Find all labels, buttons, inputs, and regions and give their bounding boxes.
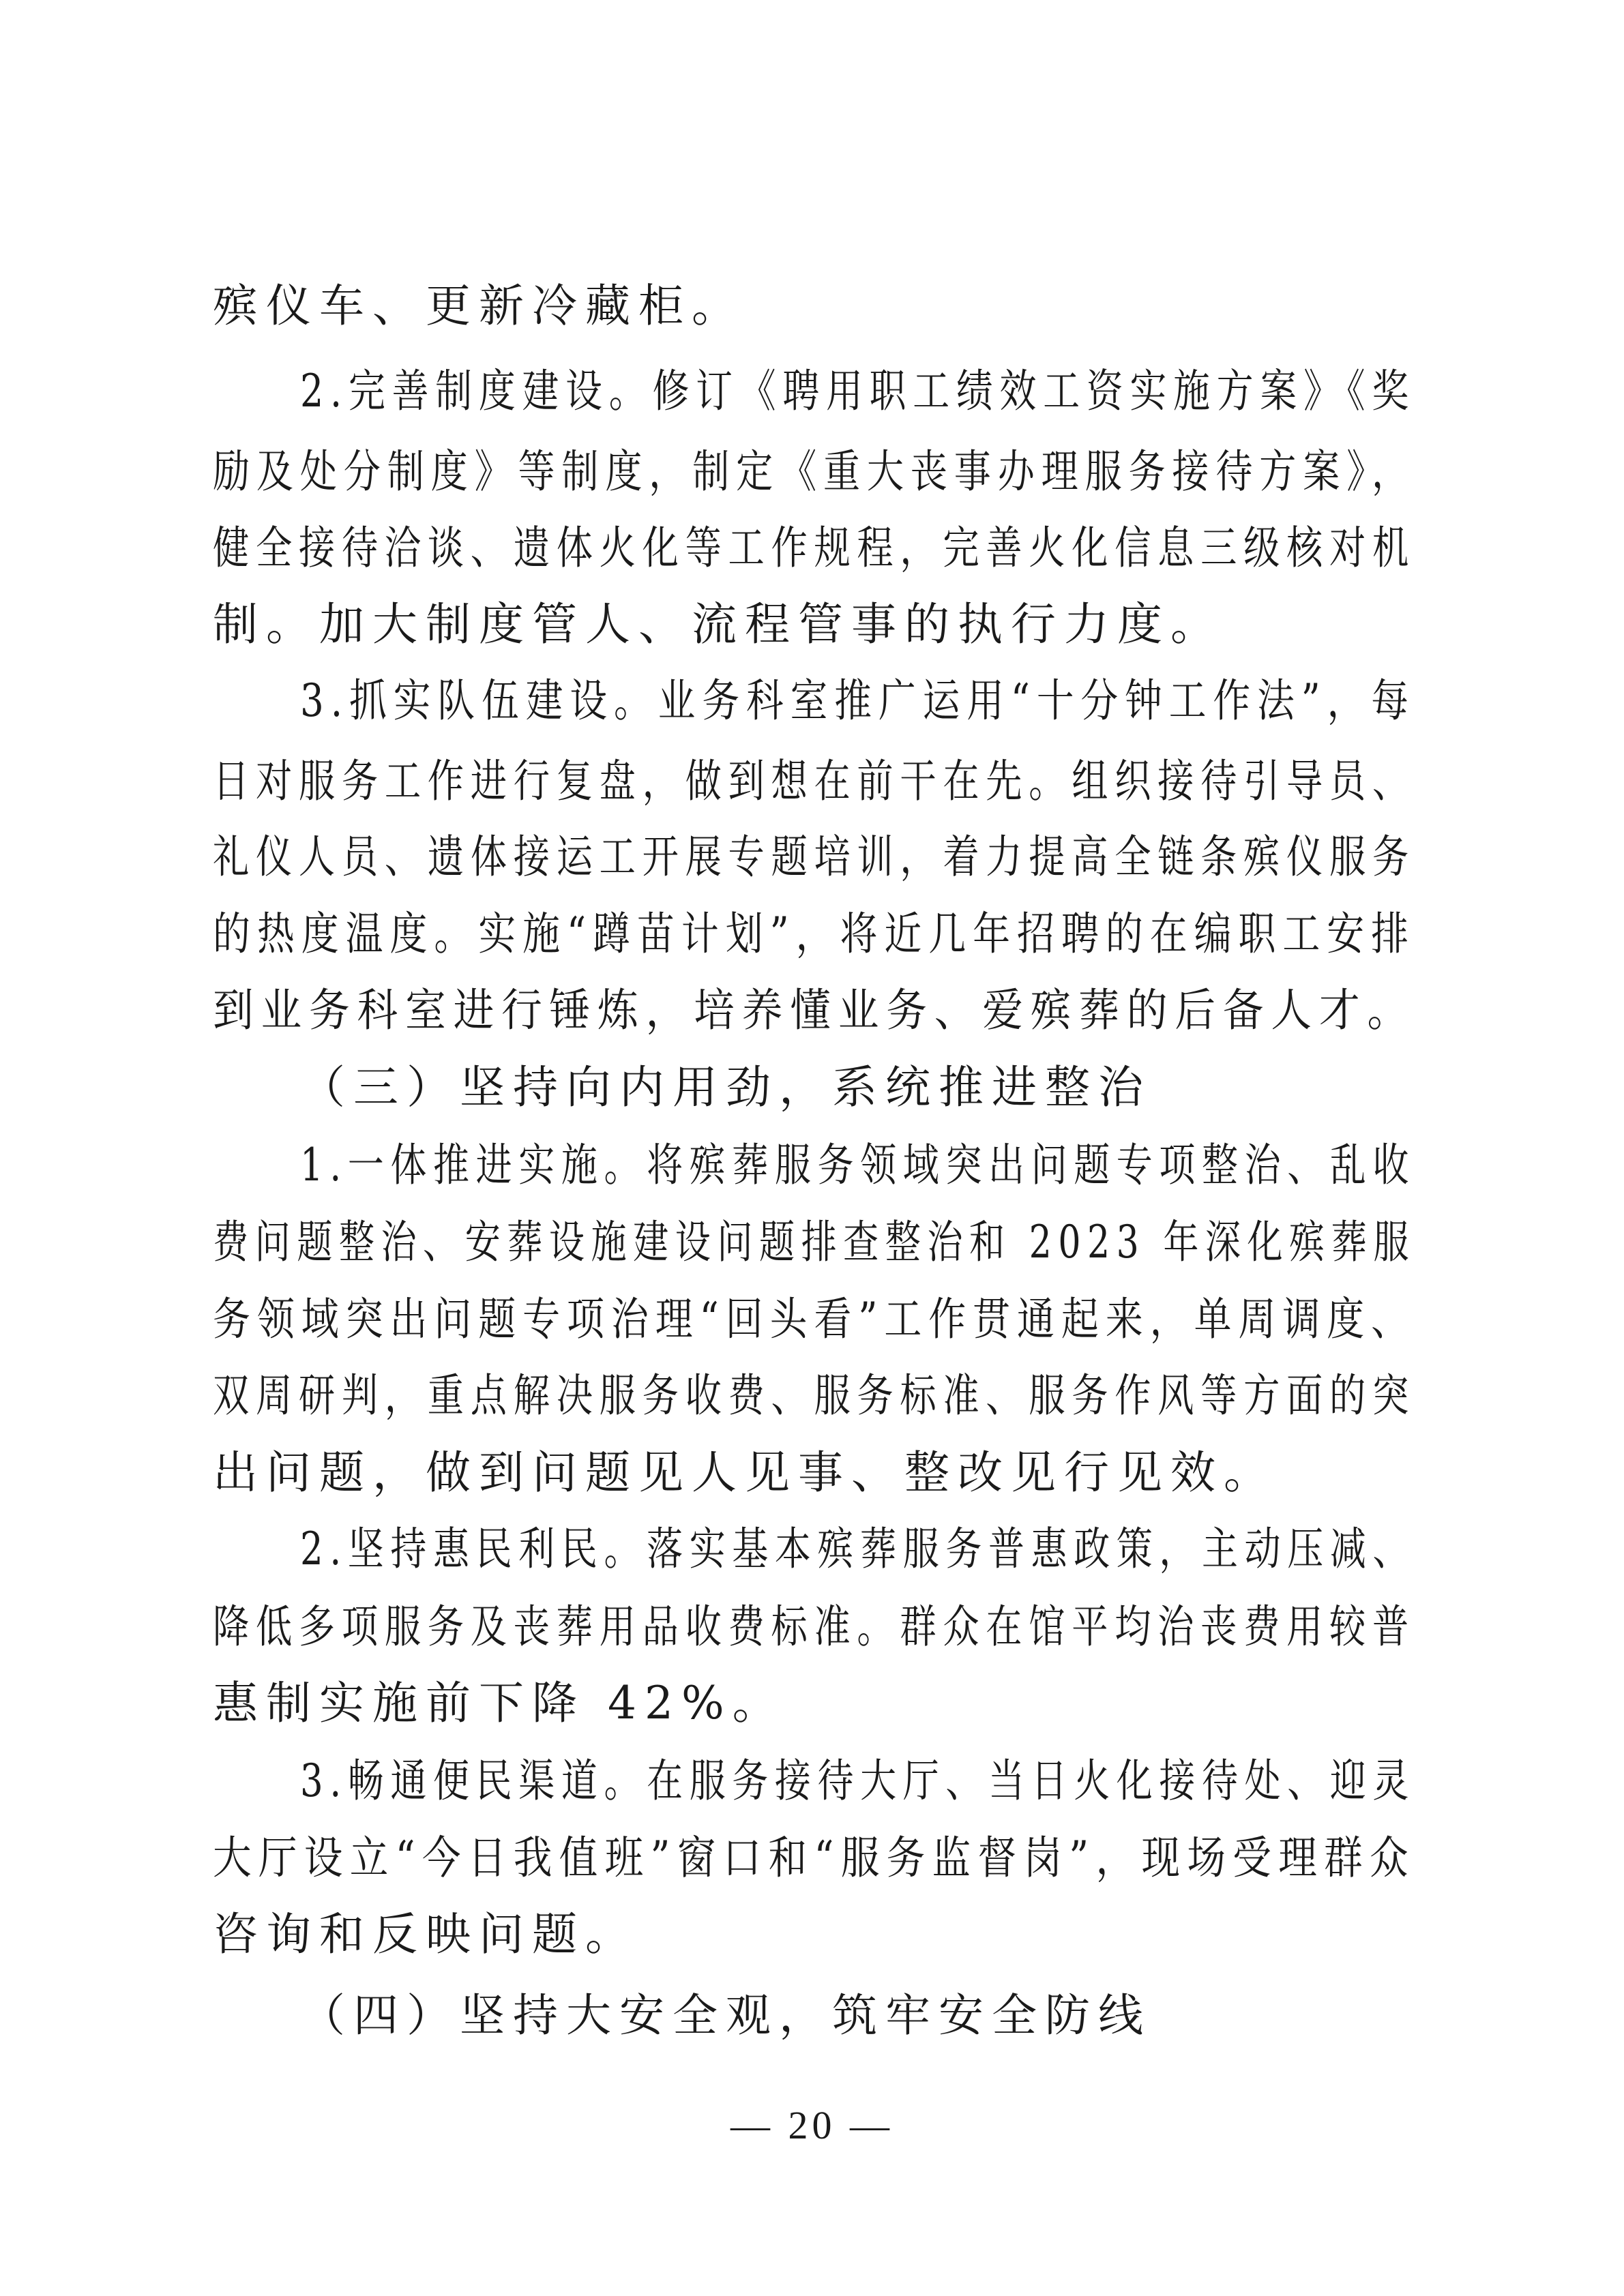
line-text: 健全接待洽谈、遗体火化等工作规程，完善火化信息三级核对机 (213, 522, 1415, 574)
text-line (0, 1358, 1624, 1434)
line-text: 的热度温度。实施“蹲苗计划”，将近几年招聘的在编职工安排 (213, 908, 1415, 960)
text-line (0, 1743, 1624, 1819)
text-line (0, 896, 1624, 972)
line-text: 惠制实施前下降 42%。 (213, 1677, 786, 1729)
text-line (0, 1204, 1624, 1281)
line-text: 费问题整治、安葬设施建设问题排查整治和 2023 年深化殡葬服 (213, 1216, 1416, 1268)
line-text: 礼仪人员、遗体接运工开展专题培训，着力提高全链条殡仪服务 (213, 831, 1415, 883)
line-text: 3.畅通便民渠道。在服务接待大厅、当日火化接待处、迎灵 (300, 1755, 1416, 1807)
text-line (0, 1589, 1624, 1665)
line-text: 降低多项服务及丧葬用品收费标准。群众在馆平均治丧费用较普 (213, 1600, 1415, 1653)
text-line (0, 586, 1624, 663)
line-text: 出问题，做到问题见人见事、整改见行见效。 (213, 1446, 1277, 1499)
text-line (0, 1820, 1624, 1896)
section-heading (0, 1049, 1624, 1126)
text-line (0, 353, 1624, 430)
line-text: 2.完善制度建设。修订《聘用职工绩效工资实施方案》《奖 (300, 365, 1416, 417)
text-line (0, 972, 1624, 1049)
text-line (0, 1511, 1624, 1587)
text-line (0, 1435, 1624, 1511)
section-heading (0, 1978, 1624, 2054)
line-text: 励及处分制度》等制度，制定《重大丧事办理服务接待方案》， (213, 445, 1415, 498)
text-line (0, 1896, 1624, 1973)
text-line (0, 510, 1624, 586)
line-text: 大厅设立“今日我值班”窗口和“服务监督岗”，现场受理群众 (213, 1832, 1415, 1884)
line-text: 2.坚持惠民利民。落实基本殡葬服务普惠政策，主动压减、 (300, 1523, 1416, 1575)
text-line (0, 1127, 1624, 1204)
line-text: 到业务科室进行锤炼，培养懂业务、爱殡葬的后备人才。 (213, 984, 1415, 1037)
text-line (0, 663, 1624, 739)
text-line (0, 819, 1624, 895)
line-text: 殡仪车、更新冷藏柜。 (213, 280, 745, 332)
page-number: — 20 — (730, 2103, 894, 2147)
text-line (0, 1665, 1624, 1742)
text-line (0, 434, 1624, 510)
heading-text: （四）坚持大安全观，筑牢安全防线 (300, 1989, 1151, 2042)
line-text: 1.一体推进实施。将殡葬服务领域突出问题专项整治、乱收 (300, 1139, 1416, 1191)
text-line (0, 1281, 1624, 1358)
line-text: 日对服务工作进行复盘，做到想在前干在先。组织接待引导员、 (213, 755, 1415, 807)
text-line (0, 743, 1624, 820)
line-text: 咨询和反映问题。 (213, 1908, 638, 1960)
line-text: 制。加大制度管人、流程管事的执行力度。 (213, 598, 1224, 651)
text-line (0, 268, 1624, 344)
line-text: 务领域突出问题专项治理“回头看”工作贯通起来，单周调度、 (213, 1293, 1415, 1345)
heading-text: （三）坚持向内用劲，系统推进整治 (300, 1061, 1151, 1114)
line-text: 双周研判，重点解决服务收费、服务标准、服务作风等方面的突 (213, 1369, 1415, 1422)
line-text: 3.抓实队伍建设。业务科室推广运用“十分钟工作法”，每 (300, 674, 1415, 727)
